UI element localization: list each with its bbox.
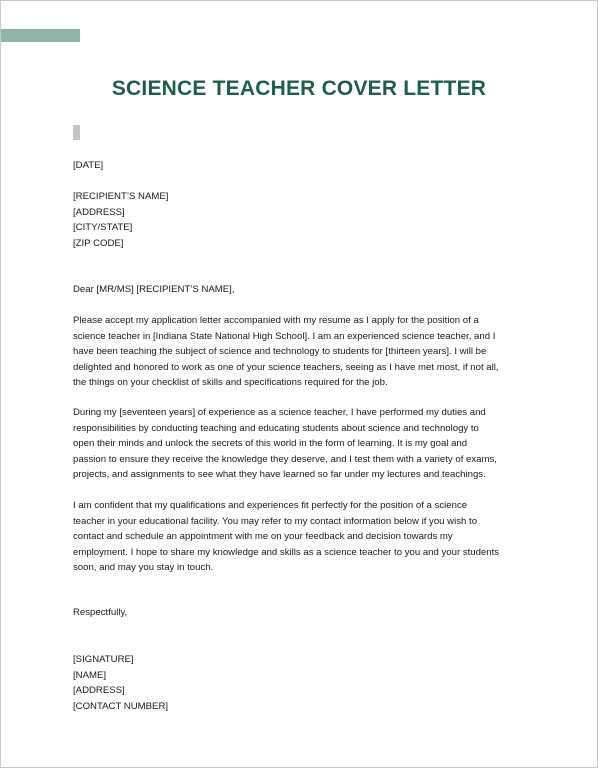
paragraph-line: delighted and honored to work as one of your science teachers, seeing as I have met most, if not all, bbox=[73, 361, 499, 373]
paragraph-line: I am confident that my qualifications and experiences fit perfectly for the position of a science bbox=[73, 500, 468, 511]
salutation bbox=[73, 282, 533, 298]
recipient-zip: [ZIP CODE] bbox=[73, 237, 124, 249]
paragraph-1 bbox=[73, 313, 533, 391]
paragraph-line: employment. I hope to share my knowledge and skills as a science teacher to you and your students bbox=[73, 546, 500, 558]
sender-address: [ADDRESS] bbox=[73, 685, 125, 696]
paragraph-line: projects, and assignments to see what they have learned so far under my lectures and teachings. bbox=[73, 469, 486, 480]
paragraph-line: responsibilities by conducting teaching and educating students about science and technology to bbox=[73, 422, 479, 434]
paragraph-line: open their minds and unlock the secrets of this world in the form of learning. It is my goal and bbox=[73, 438, 468, 449]
closing bbox=[73, 605, 533, 621]
salutation-text: Dear [MR/MS] [RECIPIENT’S NAME], bbox=[73, 284, 235, 295]
paragraph-line: science teacher in [Indiana State National High School]. I am an experienced science teacher, and I bbox=[73, 330, 496, 342]
recipient-name: [RECIPIENT’S NAME] bbox=[73, 191, 169, 202]
sender-name: [NAME] bbox=[73, 669, 107, 681]
page-title: SCIENCE TEACHER COVER LETTER bbox=[111, 77, 487, 100]
paragraph-line: soon, and may you stay in touch. bbox=[73, 562, 214, 573]
paragraph-line: teacher in your educational facility. You may refer to my contact information below if you wish to bbox=[73, 515, 478, 527]
sender-signature: [SIGNATURE] bbox=[73, 654, 134, 665]
recipient-city-state: [CITY/STATE] bbox=[73, 222, 133, 233]
paragraph-line: During my [seventeen years] of experience as a science teacher, I have performed my duties and bbox=[73, 407, 486, 418]
paragraph-3 bbox=[73, 498, 533, 576]
date-line bbox=[73, 158, 533, 174]
accent-bar bbox=[1, 29, 80, 42]
text-cursor-marker bbox=[73, 125, 80, 140]
date-text: [DATE] bbox=[73, 160, 104, 171]
paragraph-line: passion to ensure they receive the knowledge they deserve, and I test them with a variety of exams, bbox=[73, 453, 497, 465]
closing-text: Respectfully, bbox=[73, 607, 128, 618]
paragraph-2 bbox=[73, 405, 533, 483]
sender-block bbox=[73, 652, 533, 714]
sender-contact: [CONTACT NUMBER] bbox=[73, 700, 169, 712]
paragraph-line: Please accept my application letter accompanied with my resume as I apply for the position of a bbox=[73, 315, 479, 326]
recipient-address: [ADDRESS] bbox=[73, 206, 125, 218]
paragraph-line: have been teaching the subject of science and technology to students for [thirteen years]. I will be bbox=[73, 346, 487, 357]
paragraph-line: contact and schedule an appointment with me on your feedback and decision towards my bbox=[73, 531, 453, 542]
paragraph-line: the things on your checklist of skills and specifications required for the job. bbox=[73, 377, 388, 388]
recipient-block bbox=[73, 189, 533, 251]
